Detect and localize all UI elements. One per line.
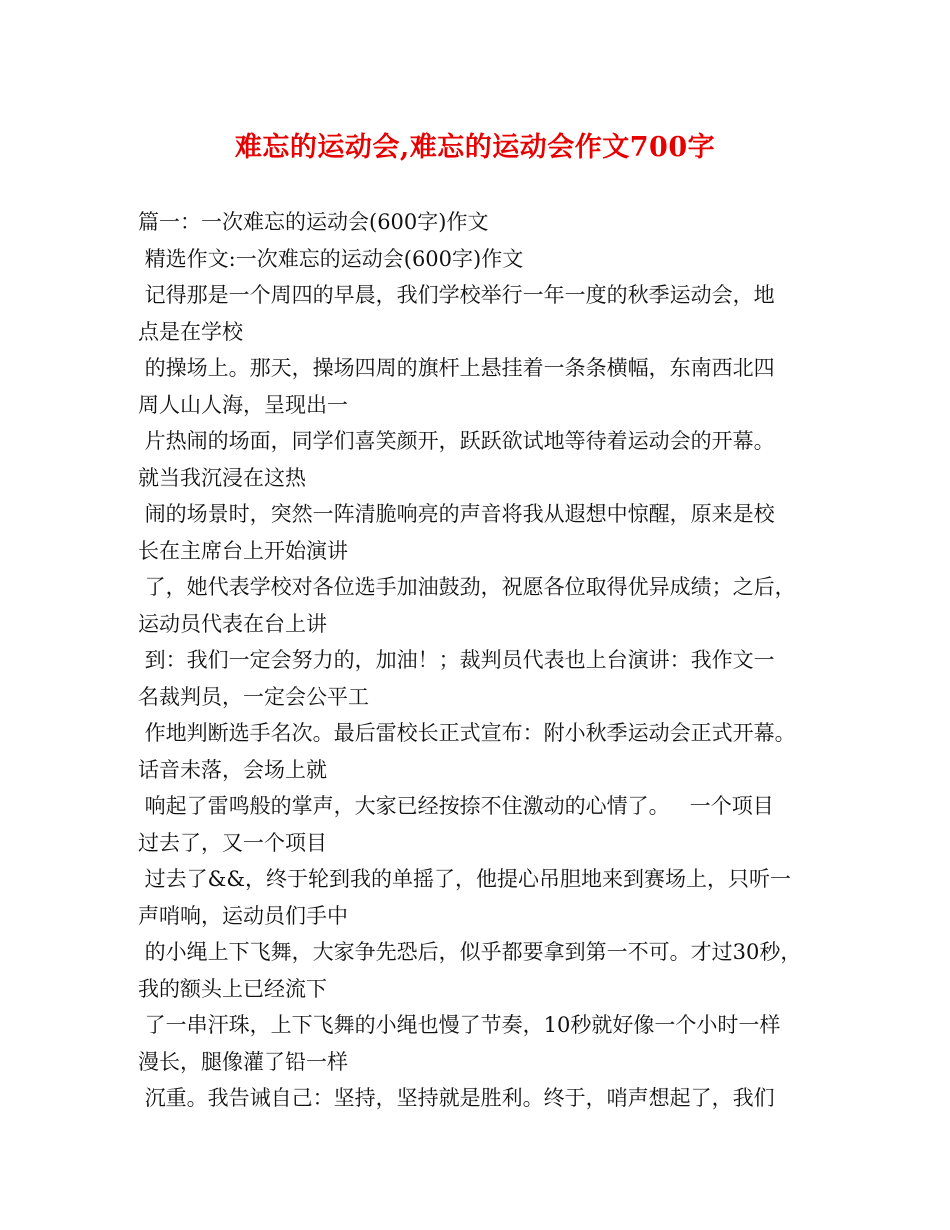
text-line: 点是在学校 <box>138 319 243 344</box>
text-line: 漫长，腿像灌了铅一样 <box>138 1049 348 1074</box>
text-line: 了，她代表学校对各位选手加油鼓劲，祝愿各位取得优异成绩；之后， <box>138 575 796 599</box>
text-line: 片热闹的场面，同学们喜笑颜开，跃跃欲试地等待着运动会的开幕。 <box>138 429 775 453</box>
text-line: 记得那是一个周四的早晨，我们学校举行一年一度的秋季运动会，地 <box>138 283 775 307</box>
text-line: 声哨响，运动员们手中 <box>138 903 348 928</box>
text-line: 周人山人海，呈现出一 <box>138 392 348 417</box>
text-line: 过去了&&，终于轮到我的单摇了，他提心吊胆地来到赛场上，只听一 <box>138 867 792 891</box>
document-body <box>138 204 818 1117</box>
text-line: 就当我沉浸在这热 <box>138 465 306 490</box>
text-line: 过去了，又一个项目 <box>138 830 327 855</box>
text-line: 了一串汗珠，上下飞舞的小绳也慢了节奏，10秒就好像一个小时一样 <box>138 1013 781 1037</box>
text-line: 响起了雷鸣般的掌声，大家已经按捺不住激动的心情了。 一个项目 <box>138 794 774 818</box>
text-line: 精选作文:一次难忘的运动会(600字)作文 <box>138 246 524 271</box>
text-line: 名裁判员，一定会公平工 <box>138 684 369 709</box>
text-line: 运动员代表在台上讲 <box>138 611 327 636</box>
text-line: 的操场上。那天，操场四周的旗杆上悬挂着一条条横幅，东南西北四 <box>138 356 775 380</box>
text-line: 到：我们一定会努力的，加油！；裁判员代表也上台演讲：我作文一 <box>138 648 775 672</box>
text-line: 长在主席台上开始演讲 <box>138 538 348 563</box>
text-line: 闹的场景时，突然一阵清脆响亮的声音将我从遐想中惊醒，原来是校 <box>138 502 775 526</box>
text-line: 的小绳上下飞舞，大家争先恐后，似乎都要拿到第一不可。才过30秒， <box>138 940 802 964</box>
text-line: 沉重。我告诫自己：坚持，坚持就是胜利。终于，哨声想起了，我们 <box>138 1086 775 1110</box>
text-line: 篇一：一次难忘的运动会(600字)作文 <box>138 210 489 234</box>
document-title: 难忘的运动会,难忘的运动会作文700字 <box>234 132 716 163</box>
text-line: 作地判断选手名次。最后雷校长正式宣布：附小秋季运动会正式开幕。 <box>138 721 796 745</box>
text-line: 我的额头上已经流下 <box>138 976 327 1001</box>
text-line: 话音未落，会场上就 <box>138 757 327 782</box>
